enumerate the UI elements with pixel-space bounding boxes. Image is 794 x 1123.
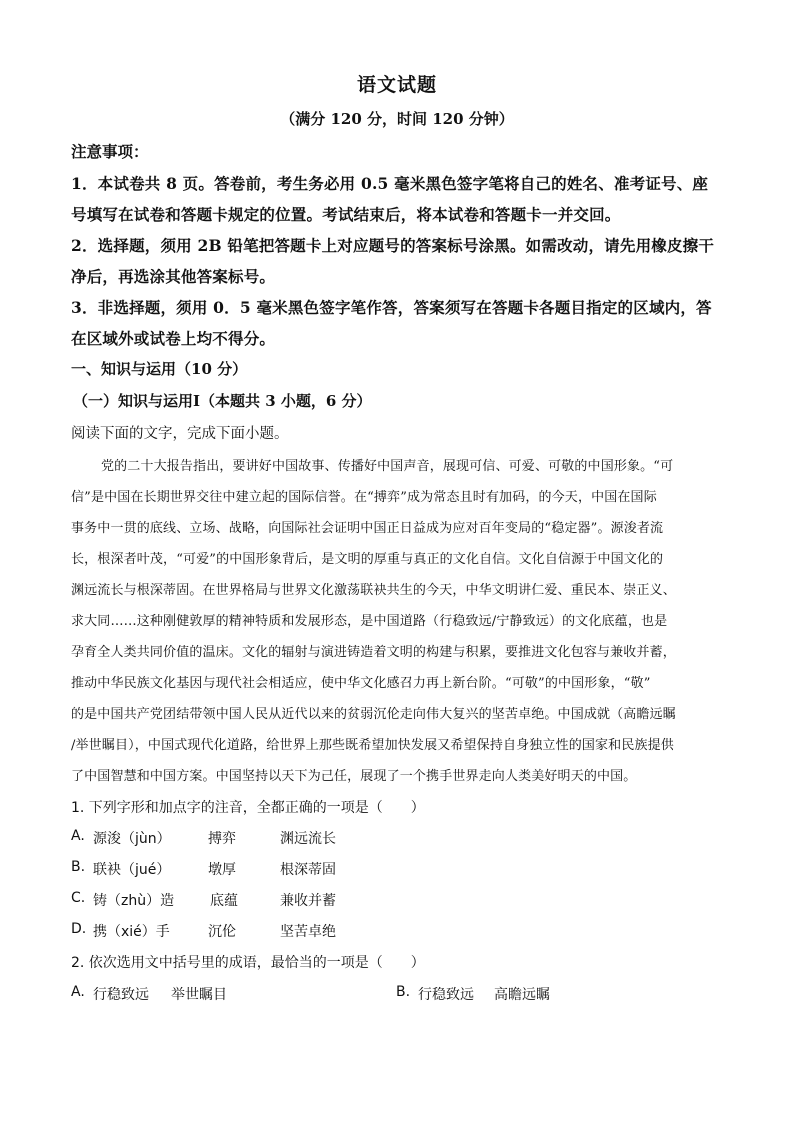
passage-line: 推动中华民族文化基因与现代社会相适应，使中华文化感召力再上新台阶。“可敬”的中国形象，“敬” xyxy=(71,676,651,691)
exam-title: 语文试题 xyxy=(356,74,437,96)
question-1-option-d: D. 携（xié）手 沉伦 坚苦卓绝 xyxy=(71,921,336,940)
notice-line: 3．非选择题，须用 0．5 毫米黑色签字笔作答，答案须写在答题卡各题目指定的区域内，答 xyxy=(71,298,712,317)
section-heading: 一、知识与运用（10 分） xyxy=(71,360,248,378)
passage-line: 事务中一贯的底线、立场、战略，向国际社会证明中国正日益成为应对百年变局的“稳定器”。源浚者流 xyxy=(71,521,664,536)
passage-line: 了中国智慧和中国方案。中国坚持以天下为己任，展现了一个携手世界走向人类美好明天的中国。 xyxy=(71,769,637,784)
passage-line: 信”是中国在长期世界交往中建立起的国际信誉。在“搏弈”成为常态且时有加码，的今天，中国在国际 xyxy=(71,490,657,505)
question-2-option-a: A. 行稳致远 举世瞩目 xyxy=(71,984,227,1003)
passage-line: 求大同……这种刚健敦厚的精神特质和发展形态，是中国道路（行稳致远/宁静致远）的文化底蕴，也是 xyxy=(71,614,668,629)
notice-heading: 注意事项： xyxy=(71,142,149,161)
question-2-option-b: B. 行稳致远 高瞻远瞩 xyxy=(396,984,550,1003)
notice-line: 净后，再选涂其他答案标号。 xyxy=(71,267,276,286)
passage-line: 长，根深者叶茂，“可爱”的中国形象背后，是文明的厚重与真正的文化自信。文化自信源于中国文化的 xyxy=(71,552,664,567)
question-1-option-a: A. 源浚（jùn） 搏弈 渊远流长 xyxy=(71,828,336,847)
question-1-option-c: C. 铸（zhù）造 底蕴 兼收并蓄 xyxy=(71,890,336,909)
passage-line: 渊远流长与根深蒂固。在世界格局与世界文化激荡联袂共生的今天，中华文明讲仁爱、重民本、崇正义、 xyxy=(71,583,676,598)
question-1-stem: 1. 下列字形和加点字的注音，全都正确的一项是（ ） xyxy=(71,800,425,816)
passage-line: 孕育全人类共同价值的温床。文化的辐射与演进铸造着文明的构建与积累，要推进文化包容与兼收并蓄， xyxy=(71,645,676,660)
notice-line: 号填写在试卷和答题卡规定的位置。考试结束后，将本试卷和答题卡一并交回。 xyxy=(71,205,621,224)
question-2-stem: 2. 依次选用文中括号里的成语，最恰当的一项是（ ） xyxy=(71,955,425,971)
passage-line: 的是中国共产党团结带领中国人民从近代以来的贫弱沉伦走向伟大复兴的坚苦卓绝。中国成就（高瞻远瞩 xyxy=(71,707,676,722)
notice-line: 在区域外或试卷上均不得分。 xyxy=(71,329,276,348)
passage-line: 党的二十大报告指出，要讲好中国故事、传播好中国声音，展现可信、可爱、可敬的中国形象。“可 xyxy=(101,459,674,474)
notice-line: 2．选择题，须用 2B 铅笔把答题卡上对应题号的答案标号涂黑。如需改动，请先用橡皮擦干 xyxy=(71,236,715,255)
passage-line: /举世瞩目），中国式现代化道路，给世界上那些既希望加快发展又希望保持自身独立性的国家和民族提供 xyxy=(71,738,674,753)
notice-line: 1．本试卷共 8 页。答卷前，考生务必用 0.5 毫米黑色签字笔将自己的姓名、准考证号、座 xyxy=(71,174,709,193)
exam-subtitle: （满分 120 分，时间 120 分钟） xyxy=(280,110,514,128)
reading-instruction: 阅读下面的文字，完成下面小题。 xyxy=(71,426,289,442)
question-1-option-b: B. 联袂（jué） 墩厚 根深蒂固 xyxy=(71,859,336,878)
subsection-heading: （一）知识与运用Ⅰ（本题共 3 小题，6 分） xyxy=(73,392,372,410)
